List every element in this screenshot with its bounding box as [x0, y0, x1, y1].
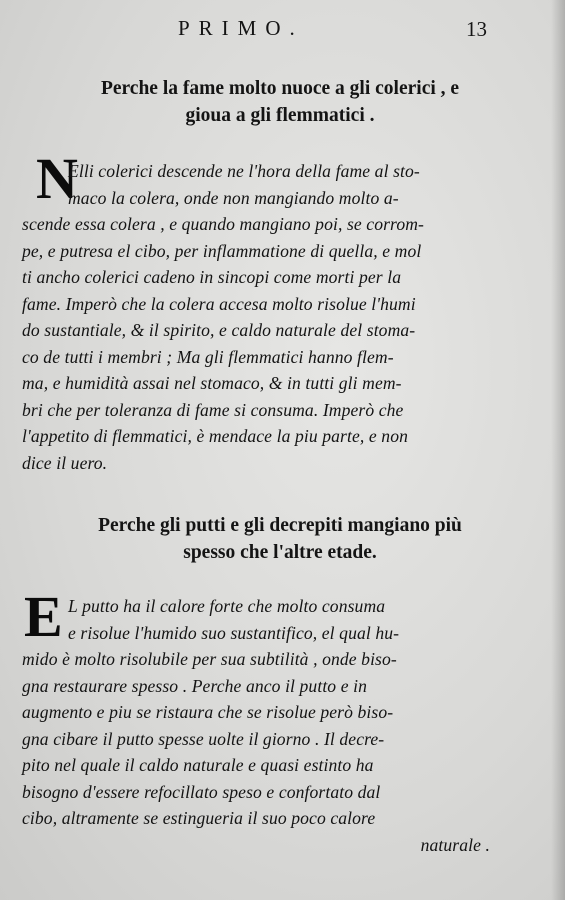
section-2-heading [30, 512, 530, 566]
page-number: 13 [466, 17, 487, 41]
text-line: gna cibare il putto spesse uolte il giorno . Il decre- [22, 728, 385, 749]
section-1-heading-line: gioua a gli flemmatici . [185, 105, 375, 126]
text-line: bri che per toleranza di fame si consuma. Imperò che [22, 399, 404, 420]
text-line: fame. Imperò che la colera accesa molto risolue l'humi [22, 293, 416, 314]
text-line: augmento e piu se ristaura che se risolue però biso- [22, 702, 394, 722]
text-line: scende essa colera , e quando mangiano poi, se corrom- [22, 214, 425, 234]
text-line: gna restaurare spesso . Perche anco il putto e in [22, 675, 367, 696]
text-line: Elli colerici descende ne l'hora della fame al sto- [68, 161, 420, 181]
text-line: e risolue l'humido suo sustantifico, el qual hu- [68, 622, 400, 643]
text-line: maco la colera, onde non mangiando molto a- [68, 187, 399, 208]
section-2-dropcap: E [24, 584, 63, 649]
section-2-paragraph [22, 593, 522, 858]
page-edge-shadow [551, 0, 565, 900]
section-1-dropcap: N [36, 146, 78, 211]
text-line: ma, e humidità assai nel stomaco, & in tutti gli mem- [22, 373, 402, 393]
running-head: PRIMO. [178, 16, 304, 40]
text-line: pito nel quale il caldo naturale e quasi estinto ha [22, 755, 374, 775]
section-1-heading-line: Perche la fame molto nuoce a gli colerici , e [100, 78, 460, 99]
section-1-paragraph [22, 158, 522, 476]
text-line: dice il uero. [22, 452, 108, 473]
section-2-heading-line: spesso che l'altre etade. [183, 542, 377, 563]
text-line: bisogno d'essere refocillato speso e confortato dal [22, 781, 381, 802]
text-line: cibo, altramente se estingueria il suo poco calore [22, 808, 376, 828]
text-line: naturale . [420, 834, 490, 855]
text-line: ti ancho colerici cadeno in sincopi come morti per la [22, 267, 402, 287]
text-line: l'appetito di flemmatici, è mendace la piu parte, e non [22, 426, 408, 446]
section-1-heading [30, 75, 530, 129]
text-line: do sustantiale, & il spirito, e caldo naturale del stoma- [22, 320, 416, 340]
text-line: pe, e putresa el cibo, per inflammatione di quella, e mol [22, 240, 422, 261]
text-line: L putto ha il calore forte che molto consuma [68, 596, 386, 616]
section-2-heading-line: Perche gli putti e gli decrepiti mangiano più [98, 515, 462, 536]
text-line: co de tutti i membri ; Ma gli flemmatici hanno flem- [22, 346, 394, 367]
text-line: mido è molto risolubile per sua subtilità , onde biso- [22, 649, 397, 669]
